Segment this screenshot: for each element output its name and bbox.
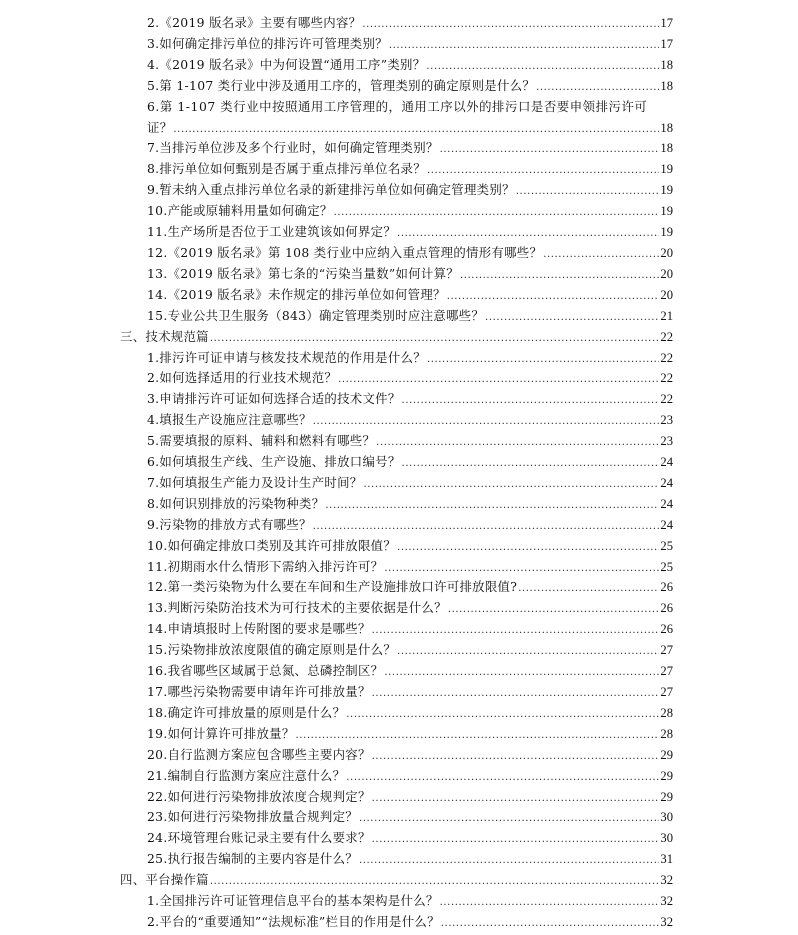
- toc-entry[interactable]: [147, 682, 673, 703]
- toc-page-number: 22: [660, 329, 673, 344]
- toc-entry-title: 5.需要填报的原料、辅料和燃料有哪些？: [147, 433, 376, 449]
- toc-entry-title: 25.执行报告编制的主要内容是什么？: [147, 851, 358, 867]
- toc-entry[interactable]: [147, 180, 673, 201]
- toc-entry-title: 9.污染物的排放方式有哪些？: [147, 516, 312, 532]
- toc-page-number: 24: [660, 517, 673, 532]
- dot-leader: [516, 182, 660, 203]
- toc-entry-title: 13.判断污染防治技术为可行技术的主要依据是什么？: [147, 600, 447, 616]
- toc-entry[interactable]: [147, 306, 673, 327]
- toc-entry-title: 11.生产场所是否位于工业建筑该如何界定？: [147, 224, 397, 240]
- toc-entry-title: 5.第 1-107 类行业中涉及通用工序的，管理类别的确定原则是什么？: [147, 77, 536, 93]
- toc-page-number: 19: [660, 225, 673, 240]
- toc-entry-title: 6.第 1-107 类行业中按照通用工序管理的，通用工序以外的排污口是否要申领排污许可: [147, 98, 648, 114]
- toc-entry[interactable]: [147, 389, 673, 410]
- toc-entry[interactable]: [147, 97, 673, 118]
- toc-page-number: 17: [660, 36, 673, 51]
- toc-page-number: 23: [660, 434, 673, 449]
- toc-entry-title: 2.平台的“重要通知”“法规标准”栏目的作用是什么？: [147, 913, 440, 929]
- toc-entry-title: 1.排污许可证申请与核发技术规范的作用是什么？: [147, 349, 426, 365]
- dot-leader: [427, 350, 659, 371]
- toc-page-number: 26: [660, 601, 673, 616]
- dot-leader: [384, 663, 659, 684]
- toc-entry-title: 21.编制自行监测方案应注意什么？: [147, 767, 346, 783]
- toc-entry-title: 9.暂未纳入重点排污单位名录的新建排污单位如何确定管理类别？: [147, 182, 515, 198]
- dot-leader: [402, 391, 660, 412]
- toc-entry[interactable]: [147, 807, 673, 828]
- toc-entry-title: 14.《2019 版名录》未作规定的排污单位如何管理？: [147, 286, 446, 302]
- toc-section-heading[interactable]: [120, 870, 673, 891]
- toc-page-number: 24: [660, 496, 673, 511]
- toc-entry-title: 3.申请排污许可证如何选择合适的技术文件？: [147, 391, 401, 407]
- toc-entry[interactable]: [147, 619, 673, 640]
- toc-page-number: 19: [660, 204, 673, 219]
- dot-leader: [359, 851, 659, 872]
- toc-entry[interactable]: [147, 745, 673, 766]
- dot-leader: [346, 768, 659, 789]
- toc-entry[interactable]: [147, 912, 673, 933]
- toc-page-number: 32: [660, 873, 673, 888]
- toc-page-number: 28: [660, 705, 673, 720]
- toc-page-number: 32: [660, 914, 673, 929]
- toc-entry-title: 8.排污单位如何甄别是否属于重点排污单位名录？: [147, 161, 426, 177]
- dot-leader: [173, 120, 659, 141]
- toc-page-number: 22: [660, 371, 673, 386]
- toc-entry-title: 四、平台操作篇: [120, 872, 209, 888]
- toc-entry[interactable]: [147, 494, 673, 515]
- toc-entry-title: 20.自行监测方案应包含哪些主要内容？: [147, 746, 371, 762]
- dot-leader: [313, 517, 660, 538]
- toc-page-number: 26: [660, 580, 673, 595]
- toc-entry-title: 16.我省哪些区域属于总氮、总磷控制区？: [147, 663, 384, 679]
- toc-page-number: 20: [660, 245, 673, 260]
- toc-entry[interactable]: [147, 201, 673, 222]
- toc-entry[interactable]: [147, 285, 673, 306]
- toc-entry-title: 6.如何填报生产线、生产设施、排放口编号？: [147, 454, 401, 470]
- dot-leader: [359, 809, 659, 830]
- toc-page-number: 27: [660, 643, 673, 658]
- dot-leader: [397, 538, 659, 559]
- toc-page-number: 20: [660, 287, 673, 302]
- dot-leader: [363, 475, 659, 496]
- toc-page-number: 22: [660, 350, 673, 365]
- toc-entry-title: 10.产能或原辅料用量如何确定？: [147, 203, 333, 219]
- toc-entry[interactable]: [147, 348, 673, 369]
- dot-leader: [402, 454, 660, 475]
- toc-entry[interactable]: [147, 118, 673, 139]
- toc-page-number: 29: [660, 747, 673, 762]
- toc-entry[interactable]: [147, 264, 673, 285]
- dot-leader: [426, 57, 659, 78]
- toc-entry-title: 2.如何选择适用的行业技术规范？: [147, 370, 338, 386]
- toc-entry-title: 12.第一类污染物为什么要在车间和生产设施排放口许可排放限值?: [147, 579, 518, 595]
- toc-entry-title: 7.如何填报生产能力及设计生产时间？: [147, 474, 363, 490]
- dot-leader: [397, 642, 659, 663]
- toc-entry-title: 13.《2019 版名录》第七条的“污染当量数”如何计算？: [147, 265, 459, 281]
- toc-entry-title: 24.环境管理台账记录主要有什么要求？: [147, 830, 371, 846]
- dot-leader: [440, 893, 660, 914]
- toc-entry[interactable]: [147, 515, 673, 536]
- toc-page-number: 30: [660, 810, 673, 825]
- toc-entry-title: 12.《2019 版名录》第 108 类行业中应纳入重点管理的情形有哪些？: [147, 244, 543, 260]
- toc-entry-title: 2.《2019 版名录》主要有哪些内容？: [147, 15, 362, 30]
- dot-leader: [460, 266, 659, 287]
- toc-page-number: 28: [660, 726, 673, 741]
- toc-entry-title: 11.初期雨水什么情形下需纳入排污许可？: [147, 558, 384, 574]
- toc-entry-title: 4.《2019 版名录》中为何设置“通用工序”类别？: [147, 56, 426, 72]
- dot-leader: [485, 308, 659, 329]
- toc-page-number: 18: [660, 57, 673, 72]
- toc-page-number: 17: [660, 16, 673, 30]
- dot-leader: [448, 600, 660, 621]
- toc-entry[interactable]: [147, 536, 673, 557]
- dot-leader: [210, 329, 660, 350]
- toc-page-number: 30: [660, 831, 673, 846]
- toc-entry-title: 三、技术规范篇: [120, 328, 209, 344]
- dot-leader: [296, 726, 660, 747]
- toc-entry[interactable]: [147, 368, 673, 389]
- dot-leader: [440, 140, 660, 161]
- toc-page-number: 31: [660, 852, 673, 867]
- toc-entry[interactable]: [147, 473, 673, 494]
- toc-page-number: 25: [660, 538, 673, 553]
- toc-entry-title: 23.如何进行污染物排放量合规判定？: [147, 809, 358, 825]
- toc-page-number: 22: [660, 392, 673, 407]
- toc-entry-title: 3.如何确定排污单位的排污许可管理类别？: [147, 35, 388, 51]
- dot-leader: [362, 15, 659, 36]
- toc-page-number: 18: [660, 120, 673, 135]
- toc-entry[interactable]: [147, 891, 673, 912]
- dot-leader: [447, 287, 660, 308]
- toc-entry-title: 15.专业公共卫生服务（843）确定管理类别时应注意哪些？: [147, 307, 485, 323]
- toc-entry-title: 1.全国排污许可证管理信息平台的基本架构是什么？: [147, 893, 439, 909]
- toc-entry-title: 17.哪些污染物需要申请年许可排放量？: [147, 684, 371, 699]
- toc-entry[interactable]: [147, 787, 673, 808]
- toc-entry[interactable]: [147, 76, 673, 97]
- dot-leader: [427, 161, 659, 182]
- toc-entry[interactable]: [147, 703, 673, 724]
- toc-entry[interactable]: [147, 849, 673, 870]
- toc-page-number: 24: [660, 475, 673, 490]
- toc-section-heading[interactable]: [120, 327, 673, 348]
- dot-leader: [334, 203, 660, 224]
- toc-entry[interactable]: [147, 34, 673, 55]
- toc-entry[interactable]: [147, 138, 673, 159]
- toc-entry[interactable]: [147, 577, 673, 598]
- toc-page-number: 20: [660, 266, 673, 281]
- toc-page-number: 23: [660, 413, 673, 428]
- toc-entry[interactable]: [147, 598, 673, 619]
- dot-leader: [397, 224, 659, 245]
- dot-leader: [346, 705, 659, 726]
- dot-leader: [389, 36, 660, 57]
- toc-entry[interactable]: [147, 222, 673, 243]
- toc-entry[interactable]: [147, 724, 673, 745]
- toc-entry[interactable]: [147, 431, 673, 452]
- dot-leader: [372, 621, 660, 642]
- toc-page-number: 27: [660, 685, 673, 699]
- toc-entry[interactable]: [147, 766, 673, 787]
- toc-entry[interactable]: [147, 13, 673, 34]
- toc-page-number: 19: [660, 162, 673, 177]
- dot-leader: [441, 914, 660, 935]
- toc-entry[interactable]: [147, 410, 673, 431]
- dot-leader: [518, 579, 659, 600]
- toc-entry-title: 15.污染物排放浓度限值的确定原则是什么？: [147, 642, 397, 658]
- toc-page-number: 29: [660, 768, 673, 783]
- toc-entry[interactable]: [147, 159, 673, 180]
- toc-entry-title: 8.如何识别排放的污染物种类？: [147, 495, 325, 511]
- dot-leader: [536, 78, 659, 99]
- dot-leader: [313, 412, 660, 433]
- toc-page-number: 18: [660, 141, 673, 156]
- dot-leader: [384, 559, 659, 580]
- toc-entry-title: 22.如何进行污染物排放浓度合规判定？: [147, 788, 371, 804]
- dot-leader: [543, 245, 659, 266]
- toc-entry-title: 14.申请填报时上传附图的要求是哪些？: [147, 621, 371, 637]
- toc-page-number: 25: [660, 559, 673, 574]
- toc-entry[interactable]: [147, 452, 673, 473]
- toc-entry-title: 4.填报生产设施应注意哪些？: [147, 412, 312, 428]
- toc-page-number: 24: [660, 455, 673, 470]
- toc-entry[interactable]: [147, 243, 673, 264]
- toc-entry-title: 证？: [147, 119, 173, 135]
- toc-entry[interactable]: [147, 55, 673, 76]
- toc-entry[interactable]: [147, 640, 673, 661]
- toc-entry-title: 19.如何计算许可排放量？: [147, 725, 295, 741]
- dot-leader: [325, 496, 659, 517]
- toc-entry-title: 18.确定许可排放量的原则是什么？: [147, 704, 346, 720]
- toc-page-number: 18: [660, 78, 673, 93]
- toc-page-number: 21: [660, 308, 673, 323]
- toc-entry-title: 7.当排污单位涉及多个行业时，如何确定管理类别？: [147, 140, 439, 156]
- toc-page-number: 27: [660, 664, 673, 679]
- dot-leader: [372, 789, 660, 810]
- toc-page-number: 32: [660, 894, 673, 909]
- toc-page-number: 26: [660, 622, 673, 637]
- toc-entry[interactable]: [147, 557, 673, 578]
- dot-leader: [376, 433, 659, 454]
- dot-leader: [372, 747, 660, 768]
- toc-entry[interactable]: [147, 661, 673, 682]
- toc-entry-title: 10.如何确定排放口类别及其许可排放限值？: [147, 537, 397, 553]
- toc-page-number: 19: [660, 183, 673, 198]
- dot-leader: [372, 684, 660, 705]
- dot-leader: [338, 370, 659, 391]
- toc-page-number: 29: [660, 789, 673, 804]
- dot-leader: [210, 872, 660, 893]
- dot-leader: [372, 830, 660, 851]
- toc-entry[interactable]: [147, 828, 673, 849]
